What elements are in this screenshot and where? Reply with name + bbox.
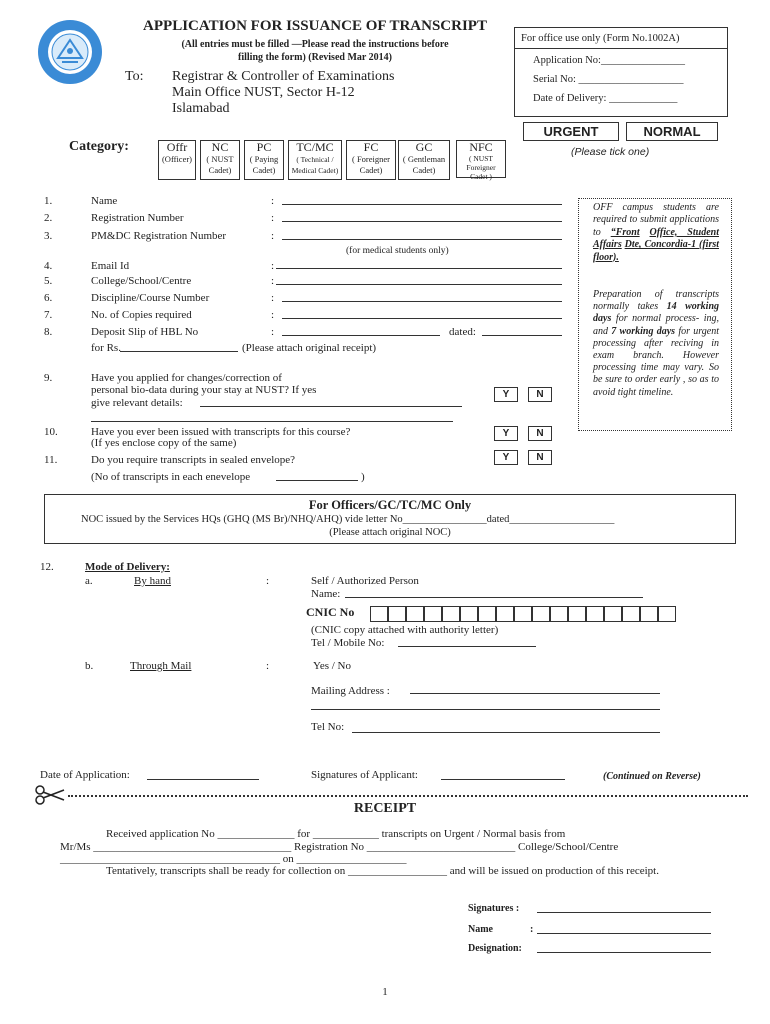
off-campus-text-1: OFF campus students bbox=[593, 202, 696, 213]
by-hand-label: By hand bbox=[134, 575, 171, 587]
registration-number-label: Registration Number bbox=[91, 212, 184, 224]
cnic-label: CNIC No bbox=[306, 605, 355, 619]
category-nc-desc-1: ( NUST bbox=[206, 154, 234, 164]
receipt-title: RECEIPT bbox=[353, 801, 417, 816]
deposit-date-input-line[interactable] bbox=[482, 335, 562, 336]
processing-text-4: days bbox=[593, 313, 612, 325]
field-11-number: 11. bbox=[44, 454, 58, 466]
category-tcmc-desc-1: ( Technical / bbox=[296, 155, 334, 164]
category-fc[interactable] bbox=[346, 140, 396, 180]
nust-logo bbox=[36, 18, 104, 86]
email-label: Email Id bbox=[91, 260, 130, 272]
sealed-envelope-question: Do you require transcripts in sealed envelope? bbox=[91, 454, 296, 466]
category-gc-desc-1: ( Gentleman bbox=[402, 154, 446, 164]
category-nfc-code: NFC bbox=[469, 140, 493, 154]
cut-line bbox=[68, 795, 748, 797]
correction-yes-box[interactable]: Y bbox=[494, 387, 518, 402]
to-label: To: bbox=[125, 69, 144, 84]
processing-text-12: vary. So be sure to order bbox=[593, 362, 719, 386]
field-3-number: 3. bbox=[44, 230, 53, 242]
option-b-label: b. bbox=[85, 660, 94, 672]
correction-question-2: personal bio-data during your stay at NUST? If yes bbox=[91, 384, 317, 396]
medical-students-note: (for medical students only) bbox=[346, 246, 449, 256]
option-a-label: a. bbox=[85, 575, 93, 587]
cnic-box-16[interactable] bbox=[640, 606, 658, 622]
copies-colon: : bbox=[271, 309, 275, 321]
field-12-number: 12. bbox=[40, 561, 54, 573]
category-offr-desc: (Officer) bbox=[161, 154, 193, 164]
category-nfc[interactable] bbox=[456, 140, 506, 181]
category-nc[interactable] bbox=[200, 140, 240, 180]
receipt-name-label: Name bbox=[468, 924, 493, 935]
transcripts-per-envelope-close: ) bbox=[361, 471, 365, 483]
normal-option[interactable]: NORMAL bbox=[626, 122, 718, 141]
receipt-designation-line[interactable] bbox=[537, 952, 711, 953]
receipt-line-4: Tentatively, transcripts shall be ready for collection on __________________ and will be issued on production of this receipt. bbox=[106, 865, 659, 877]
category-nc-desc-2: Cadet) bbox=[208, 165, 232, 175]
urgent-option[interactable]: URGENT bbox=[523, 122, 619, 141]
self-authorized-label: Self / Authorized Person bbox=[311, 575, 419, 587]
category-fc-desc-2: Cadet) bbox=[359, 165, 383, 175]
correction-details-line-1[interactable] bbox=[200, 406, 462, 407]
processing-text-2: normally takes bbox=[593, 301, 659, 313]
email-colon: : bbox=[271, 260, 275, 272]
category-nfc-desc-2: Foreigner bbox=[466, 163, 496, 172]
name-input-line[interactable] bbox=[282, 204, 562, 205]
pmdc-registration-label: PM&DC Registration Number bbox=[91, 230, 227, 242]
name-colon: : bbox=[271, 195, 275, 207]
front-office-text-3: Dte, Concordia-1 (first bbox=[624, 239, 719, 251]
college-colon: : bbox=[271, 275, 275, 287]
correction-question-3: give relevant details: bbox=[91, 397, 183, 409]
office-use-box bbox=[514, 27, 728, 117]
date-of-delivery-field[interactable]: Date of Delivery: _____________ bbox=[533, 93, 678, 104]
cnic-box-2[interactable] bbox=[388, 606, 406, 622]
registration-number-colon: : bbox=[271, 212, 275, 224]
authorized-name-label: Name: bbox=[311, 588, 341, 600]
front-office-text: “Front bbox=[610, 226, 640, 238]
noc-line[interactable]: NOC issued by the Services HQs (GHQ (MS Br)/NHQ/AHQ) vide letter No________________dated____________________ bbox=[81, 514, 615, 525]
cnic-box-3[interactable] bbox=[406, 606, 424, 622]
for-rs-label: for Rs. bbox=[91, 342, 121, 354]
copies-label: No. of Copies required bbox=[91, 309, 192, 321]
page-number: 1 bbox=[382, 986, 388, 998]
officers-title: For Officers/GC/TC/MC Only bbox=[308, 498, 472, 512]
field-1-number: 1. bbox=[44, 195, 53, 207]
email-input-line[interactable] bbox=[276, 268, 562, 269]
issued-yes-box[interactable]: Y bbox=[494, 426, 518, 441]
category-tcmc-desc-2: Medical Cadet) bbox=[291, 166, 339, 175]
authorized-name-line[interactable] bbox=[345, 597, 643, 598]
college-label: College/School/Centre bbox=[91, 275, 192, 287]
date-of-application-label: Date of Application: bbox=[40, 769, 130, 781]
cnic-box-12[interactable] bbox=[568, 606, 586, 622]
issued-note: (If yes enclose copy of the same) bbox=[91, 437, 237, 449]
office-use-title: For office use only (Form No.1002A) bbox=[521, 33, 680, 44]
cnic-box-14[interactable] bbox=[604, 606, 622, 622]
processing-text-11: processing time may bbox=[593, 362, 680, 374]
form-subtitle-2: filling the form) (Revised Mar 2014) bbox=[238, 52, 392, 63]
mailing-address-line-1[interactable] bbox=[410, 693, 660, 694]
tel-no-line[interactable] bbox=[352, 732, 660, 733]
mailing-address-label: Mailing Address : bbox=[311, 685, 390, 697]
correction-question-1: Have you applied for changes/correction of bbox=[91, 372, 282, 384]
cnic-copy-note: (CNIC copy attached with authority letter) bbox=[311, 624, 499, 636]
cnic-box-8[interactable] bbox=[496, 606, 514, 622]
attach-noc-note: (Please attach original NOC) bbox=[329, 527, 451, 538]
processing-text-6: ing, and bbox=[593, 313, 720, 337]
field-2-number: 2. bbox=[44, 212, 53, 224]
applicant-signature-line[interactable] bbox=[441, 779, 565, 780]
discipline-colon: : bbox=[271, 292, 275, 304]
field-9-number: 9. bbox=[44, 372, 53, 384]
receipt-line-2: Mr/Ms ____________________________________ Registration No ___________________________ College/School/Centre bbox=[60, 841, 619, 853]
pmdc-registration-colon: : bbox=[271, 230, 275, 242]
category-pc-desc-1: ( Paying bbox=[249, 154, 279, 164]
applicant-signature-label: Signatures of Applicant: bbox=[311, 769, 418, 781]
tel-no-label: Tel No: bbox=[311, 721, 345, 733]
application-no-field[interactable]: Application No:________________ bbox=[533, 55, 685, 66]
category-nfc-desc-3: Cadet ) bbox=[470, 172, 492, 181]
mailing-address-line-2[interactable] bbox=[311, 709, 660, 710]
off-campus-text-3: applications to bbox=[593, 214, 719, 238]
front-office-text-2: Office, Student Affairs bbox=[593, 226, 719, 251]
category-gc-desc-2: Cadet) bbox=[412, 165, 436, 175]
category-pc-desc-2: Cadet) bbox=[252, 165, 276, 175]
address-line-1: Registrar & Controller of Examinations bbox=[172, 69, 395, 84]
through-mail-colon: : bbox=[266, 660, 270, 672]
deposit-slip-input-line[interactable] bbox=[282, 335, 440, 336]
category-gc-code: GC bbox=[415, 140, 433, 154]
office-title-underline bbox=[515, 48, 727, 49]
correction-no-box[interactable]: N bbox=[528, 387, 552, 402]
officers-box bbox=[44, 494, 736, 544]
category-nfc-desc-1: ( NUST bbox=[469, 154, 493, 163]
processing-text-3: 14 working bbox=[666, 301, 720, 313]
category-tcmc[interactable] bbox=[288, 140, 342, 180]
discipline-label: Discipline/Course Number bbox=[91, 292, 210, 304]
receipt-name-line[interactable] bbox=[537, 933, 711, 934]
category-label: Category: bbox=[69, 139, 129, 154]
receipt-designation-label: Designation: bbox=[468, 943, 522, 954]
processing-text-13: early , so as to avoid tight bbox=[593, 374, 719, 398]
address-line-2: Main Office NUST, Sector H-12 bbox=[172, 85, 355, 100]
category-pc[interactable] bbox=[244, 140, 284, 180]
copies-input-line[interactable] bbox=[282, 318, 562, 319]
off-campus-text-2: are required to submit bbox=[593, 202, 719, 226]
field-5-number: 5. bbox=[44, 275, 53, 287]
field-6-number: 6. bbox=[44, 292, 53, 304]
processing-instructions bbox=[593, 289, 719, 399]
cnic-box-7[interactable] bbox=[478, 606, 496, 622]
field-10-number: 10. bbox=[44, 426, 58, 438]
receipt-signature-label: Signatures : bbox=[468, 903, 520, 914]
processing-text-1: Preparation of transcripts bbox=[593, 289, 719, 300]
cnic-box-5[interactable] bbox=[442, 606, 460, 622]
issued-no-box[interactable]: N bbox=[528, 426, 552, 441]
processing-text-7: 7 working days bbox=[611, 325, 676, 337]
correction-details-line-2[interactable] bbox=[91, 421, 453, 422]
category-fc-code: FC bbox=[363, 140, 379, 154]
category-fc-desc-1: ( Foreigner bbox=[351, 154, 390, 164]
deposit-slip-label: Deposit Slip of HBL No bbox=[91, 326, 199, 338]
field-4-number: 4. bbox=[44, 260, 53, 272]
receipt-line-1: Received application No ______________ for ____________ transcripts on Urgent / Normal basis from bbox=[106, 828, 566, 840]
category-tcmc-code: TC/MC bbox=[296, 140, 334, 154]
form-title: APPLICATION FOR ISSUANCE OF TRANSCRIPT bbox=[143, 18, 487, 34]
processing-text-5: for normal process- bbox=[615, 313, 700, 325]
cnic-box-4[interactable] bbox=[424, 606, 442, 622]
processing-text-8: for urgent processing bbox=[593, 325, 720, 349]
registration-number-input-line[interactable] bbox=[282, 221, 562, 222]
receipt-signature-line[interactable] bbox=[537, 912, 711, 913]
category-offr[interactable] bbox=[158, 140, 196, 180]
category-nc-code: NC bbox=[211, 140, 229, 154]
receipt-line-3: ________________________________________ on ____________________ bbox=[60, 853, 407, 865]
cnic-box-15[interactable] bbox=[622, 606, 640, 622]
tick-one-note: (Please tick one) bbox=[571, 146, 650, 158]
deposit-dated-label: dated: bbox=[449, 326, 476, 338]
off-campus-instructions bbox=[593, 202, 719, 264]
cnic-box-9[interactable] bbox=[514, 606, 532, 622]
cnic-box-1[interactable] bbox=[370, 606, 388, 622]
date-of-application-line[interactable] bbox=[147, 779, 259, 780]
category-pc-code: PC bbox=[256, 140, 272, 154]
attach-receipt-note: (Please attach original receipt) bbox=[242, 342, 377, 354]
continued-on-reverse: (Continued on Reverse) bbox=[603, 771, 701, 782]
field-8-number: 8. bbox=[44, 326, 53, 338]
issued-question: Have you ever been issued with transcripts for this course? bbox=[91, 426, 351, 438]
amount-input-line[interactable] bbox=[120, 351, 238, 352]
through-mail-label: Through Mail bbox=[130, 660, 192, 672]
serial-no-field[interactable]: Serial No: ____________________ bbox=[533, 74, 684, 85]
sealed-yes-box[interactable]: Y bbox=[494, 450, 518, 465]
transcripts-per-envelope-label: (No of transcripts in each enevelope bbox=[91, 471, 251, 483]
transcripts-per-envelope-line[interactable] bbox=[276, 480, 358, 481]
deposit-slip-colon: : bbox=[271, 326, 275, 338]
cnic-box-17[interactable] bbox=[658, 606, 676, 622]
category-gc[interactable] bbox=[398, 140, 450, 180]
cnic-box-11[interactable] bbox=[550, 606, 568, 622]
processing-text-14: timeline. bbox=[638, 386, 674, 398]
form-subtitle-1: (All entries must be filled —Please read the instructions before bbox=[181, 39, 449, 50]
discipline-input-line[interactable] bbox=[282, 301, 562, 302]
by-hand-colon: : bbox=[266, 575, 270, 587]
processing-text-10: branch. However bbox=[633, 350, 719, 362]
pmdc-registration-input-line[interactable] bbox=[282, 239, 562, 240]
category-offr-code: Offr bbox=[166, 140, 188, 154]
receipt-name-colon: : bbox=[530, 924, 534, 935]
name-label: Name bbox=[91, 195, 118, 207]
cnic-box-10[interactable] bbox=[532, 606, 550, 622]
cnic-box-6[interactable] bbox=[460, 606, 478, 622]
yes-no-option[interactable]: Yes / No bbox=[313, 660, 352, 672]
address-line-3: Islamabad bbox=[172, 101, 230, 116]
sealed-no-box[interactable]: N bbox=[528, 450, 552, 465]
field-7-number: 7. bbox=[44, 309, 53, 321]
tel-mobile-label: Tel / Mobile No: bbox=[311, 637, 385, 649]
mode-of-delivery-title: Mode of Delivery: bbox=[85, 561, 170, 573]
cnic-box-13[interactable] bbox=[586, 606, 604, 622]
tel-mobile-line[interactable] bbox=[398, 646, 536, 647]
college-input-line[interactable] bbox=[276, 284, 562, 285]
front-office-text-4: floor). bbox=[593, 251, 619, 263]
processing-text-9: after reciving in exam bbox=[593, 337, 720, 362]
